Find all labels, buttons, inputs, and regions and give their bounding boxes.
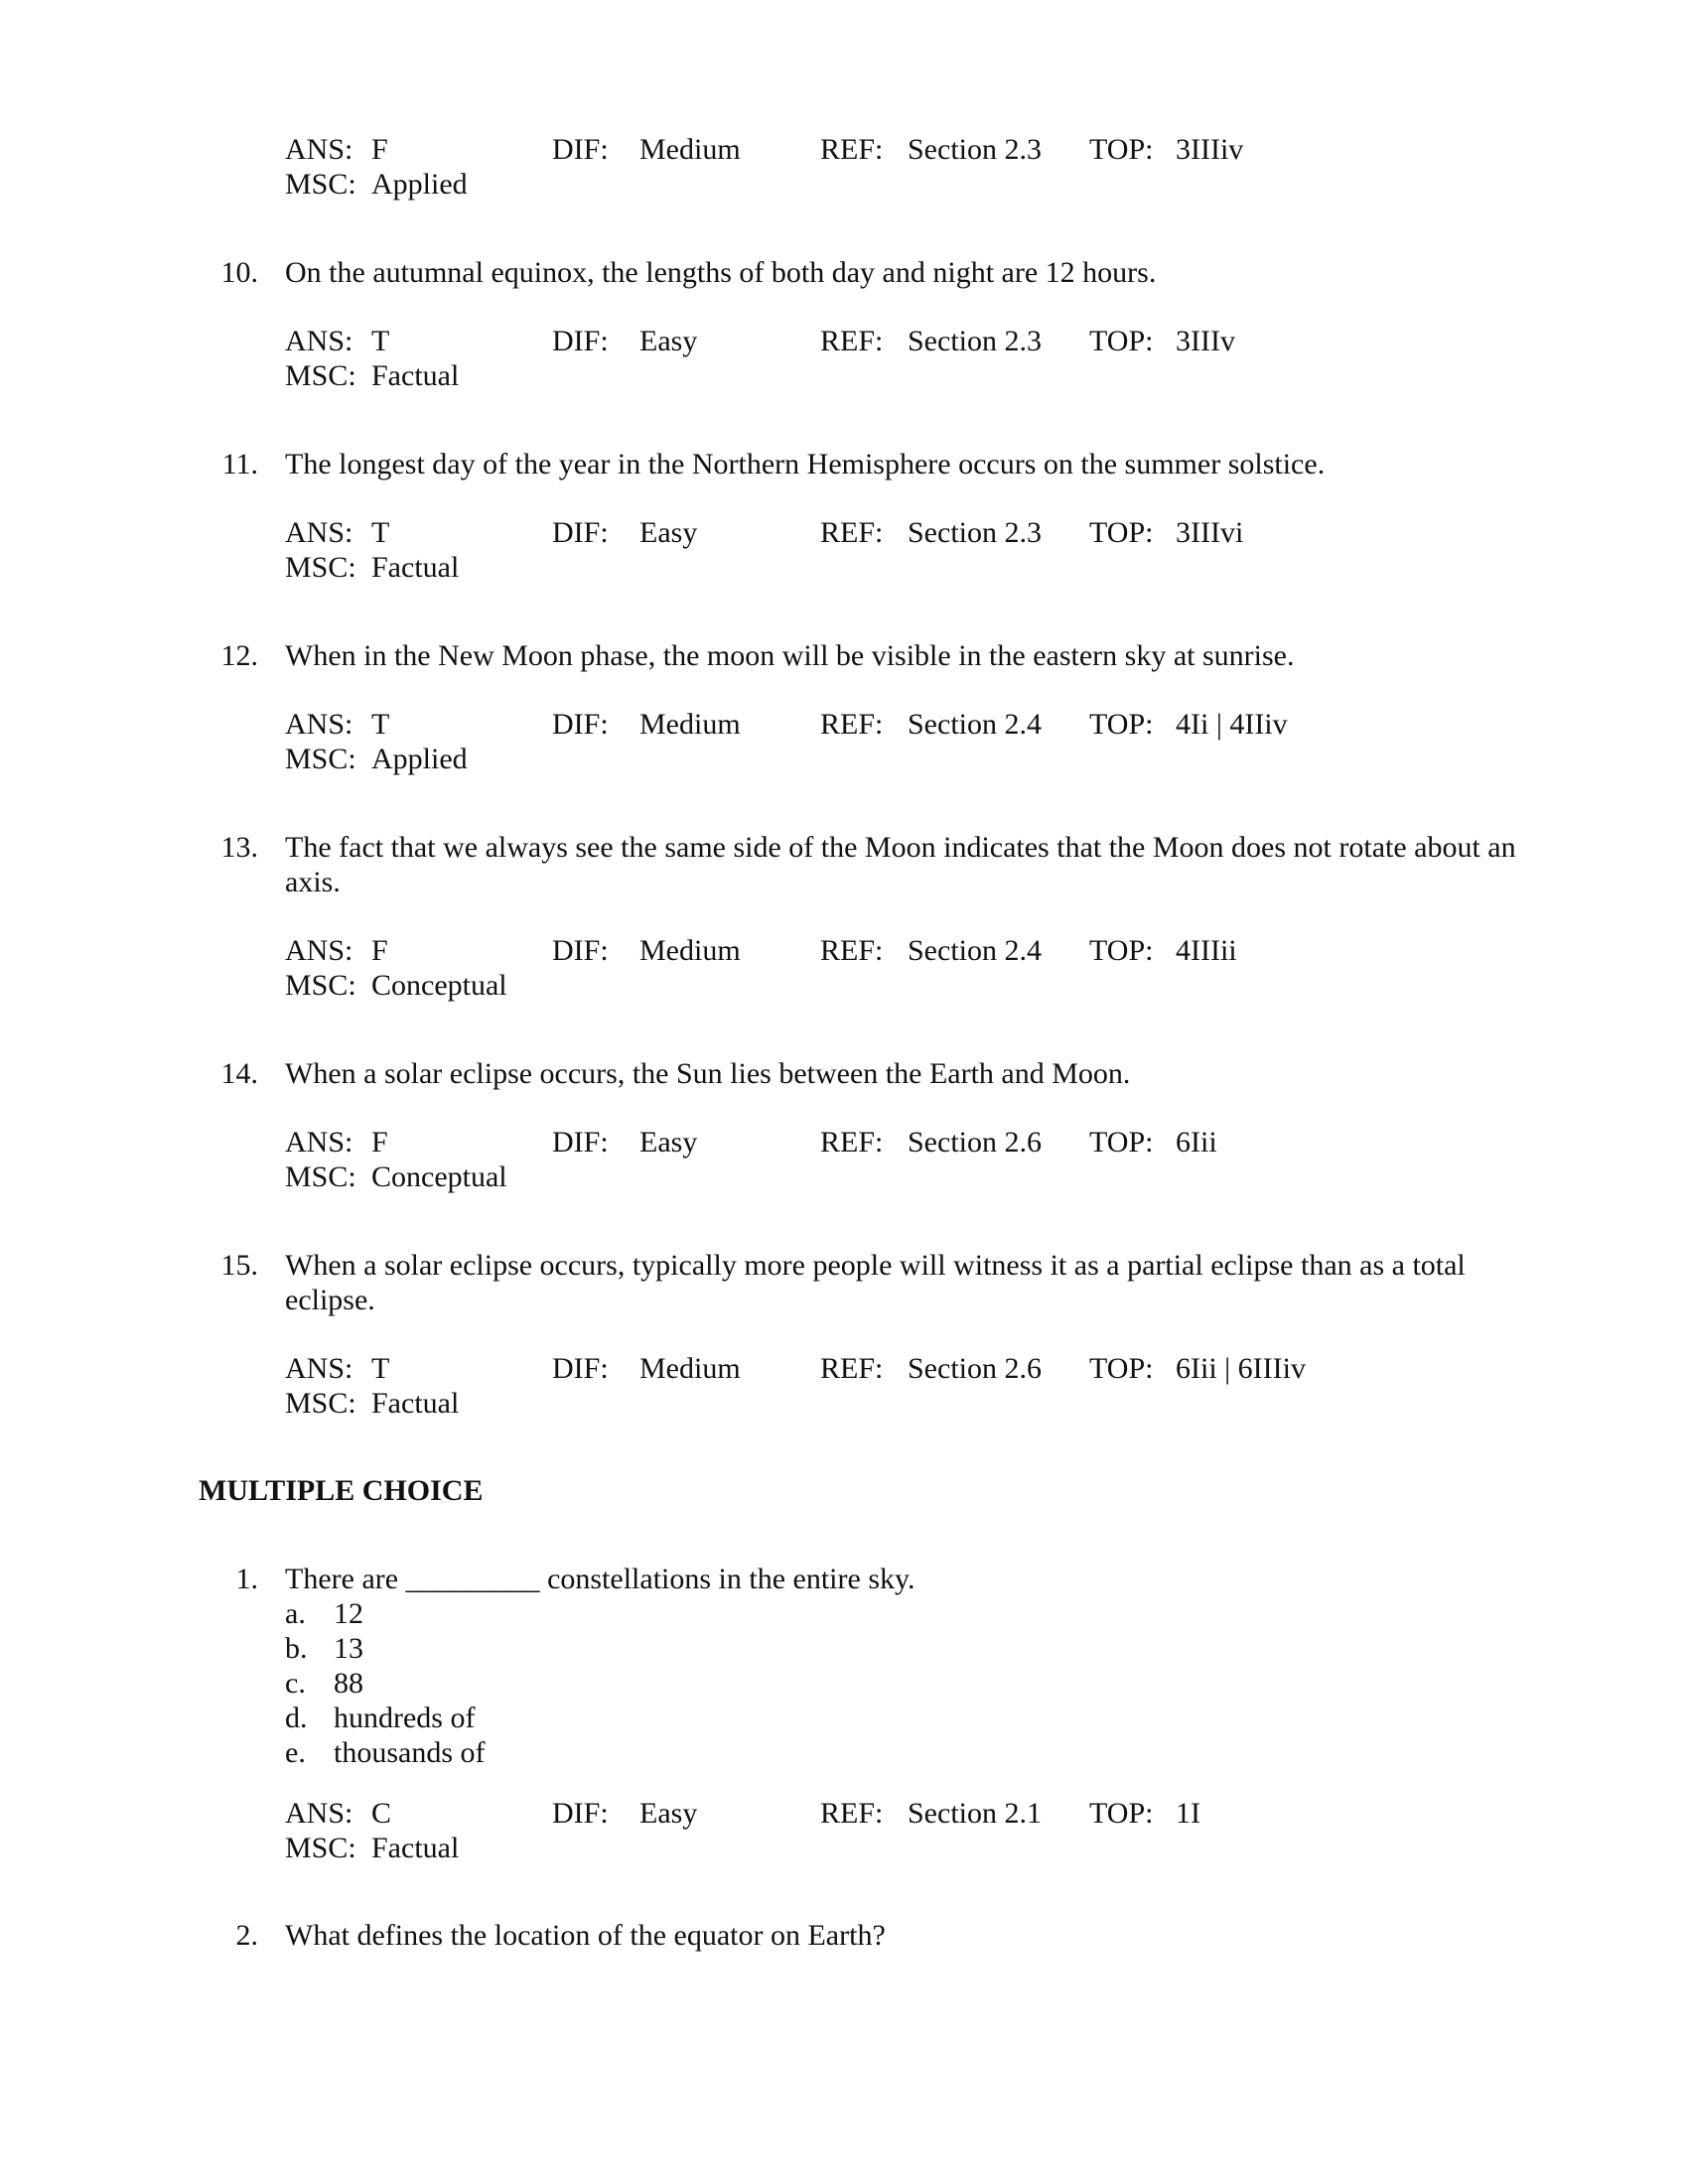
question-number: 14. [220,1057,258,1090]
dif-label: DIF: [552,1126,609,1159]
option-text: thousands of [334,1736,486,1769]
section-heading: MULTIPLE CHOICE [199,1474,484,1507]
top-label: TOP: [1089,1126,1154,1159]
ans-value: T [371,325,390,357]
option-text: 88 [334,1667,363,1700]
ans-value: T [371,516,390,549]
msc-label: MSC: [285,1387,356,1420]
top-value: 3IIIiv [1176,133,1244,166]
msc-value: Factual [371,359,460,392]
ref-label: REF: [820,325,884,357]
dif-label: DIF: [552,934,609,967]
msc-label: MSC: [285,969,356,1002]
ref-value: Section 2.3 [908,516,1042,549]
top-label: TOP: [1089,708,1154,741]
option-text: 12 [334,1597,363,1630]
ref-value: Section 2.1 [908,1797,1042,1830]
question-text: There are _________ constellations in the entire sky. [285,1563,915,1595]
ans-label: ANS: [285,325,353,357]
top-label: TOP: [1089,1352,1154,1385]
question-text: When a solar eclipse occurs, the Sun lies between the Earth and Moon. [285,1057,1131,1090]
ref-label: REF: [820,516,884,549]
ans-value: T [371,708,390,741]
msc-value: Conceptual [371,969,507,1002]
ans-label: ANS: [285,516,353,549]
top-value: 4Ii | 4IIiv [1176,708,1288,741]
question-number: 1. [235,1563,258,1595]
dif-value: Easy [639,1797,698,1830]
top-label: TOP: [1089,325,1154,357]
question-text: What defines the location of the equator on Earth? [285,1919,886,1952]
dif-label: DIF: [552,708,609,741]
dif-label: DIF: [552,1352,609,1385]
top-value: 1I [1176,1797,1200,1830]
dif-label: DIF: [552,516,609,549]
msc-label: MSC: [285,1832,356,1864]
dif-value: Medium [639,1352,741,1385]
dif-value: Easy [639,516,698,549]
option-letter: d. [285,1702,308,1734]
msc-label: MSC: [285,359,356,392]
option-text: hundreds of [334,1702,476,1734]
ans-label: ANS: [285,133,353,166]
dif-value: Medium [639,133,741,166]
dif-label: DIF: [552,325,609,357]
ref-label: REF: [820,708,884,741]
ans-value: T [371,1352,390,1385]
question-text: When a solar eclipse occurs, typically more people will witness it as a partial eclipse than as a total eclipse. [285,1249,1466,1316]
msc-value: Factual [371,1832,460,1864]
dif-label: DIF: [552,133,609,166]
ref-value: Section 2.3 [908,325,1042,357]
top-label: TOP: [1089,1797,1154,1830]
question-number: 2. [235,1919,258,1952]
top-value: 3IIIvi [1176,516,1244,549]
msc-label: MSC: [285,551,356,584]
dif-value: Medium [639,708,741,741]
question-number: 10. [220,256,258,289]
ans-label: ANS: [285,1126,353,1159]
ref-label: REF: [820,934,884,967]
top-label: TOP: [1089,133,1154,166]
question-number: 12. [220,639,258,672]
ans-value: F [371,934,388,967]
top-value: 6Iii [1176,1126,1217,1159]
msc-label: MSC: [285,1160,356,1193]
top-label: TOP: [1089,516,1154,549]
question-number: 13. [220,831,258,864]
option-letter: b. [285,1632,308,1665]
question-text: On the autumnal equinox, the lengths of both day and night are 12 hours. [285,256,1157,289]
question-text: The fact that we always see the same side of the Moon indicates that the Moon does not rotate about an axis. [285,831,1516,898]
ans-value: F [371,133,388,166]
ans-label: ANS: [285,1352,353,1385]
question-text: The longest day of the year in the Northern Hemisphere occurs on the summer solstice. [285,448,1326,480]
ref-label: REF: [820,1352,884,1385]
top-value: 6Iii | 6IIIiv [1176,1352,1306,1385]
ref-value: Section 2.6 [908,1352,1042,1385]
dif-value: Medium [639,934,741,967]
ans-label: ANS: [285,934,353,967]
top-value: 3IIIv [1176,325,1235,357]
ans-value: F [371,1126,388,1159]
msc-value: Applied [371,743,468,775]
ref-value: Section 2.4 [908,934,1042,967]
ref-value: Section 2.4 [908,708,1042,741]
question-number: 15. [220,1249,258,1282]
dif-value: Easy [639,325,698,357]
ref-label: REF: [820,1126,884,1159]
option-letter: c. [285,1667,306,1700]
dif-label: DIF: [552,1797,609,1830]
top-value: 4IIIii [1176,934,1237,967]
msc-label: MSC: [285,168,356,201]
msc-value: Applied [371,168,468,201]
ref-label: REF: [820,133,884,166]
option-letter: a. [285,1597,306,1630]
option-letter: e. [285,1736,306,1769]
question-number: 11. [221,448,258,480]
ref-value: Section 2.3 [908,133,1042,166]
msc-value: Conceptual [371,1160,507,1193]
ref-label: REF: [820,1797,884,1830]
ref-value: Section 2.6 [908,1126,1042,1159]
question-text: When in the New Moon phase, the moon will be visible in the eastern sky at sunrise. [285,639,1295,672]
ans-value: C [371,1797,392,1830]
top-label: TOP: [1089,934,1154,967]
ans-label: ANS: [285,708,353,741]
msc-value: Factual [371,1387,460,1420]
ans-label: ANS: [285,1797,353,1830]
msc-value: Factual [371,551,460,584]
option-text: 13 [334,1632,363,1665]
dif-value: Easy [639,1126,698,1159]
msc-label: MSC: [285,743,356,775]
